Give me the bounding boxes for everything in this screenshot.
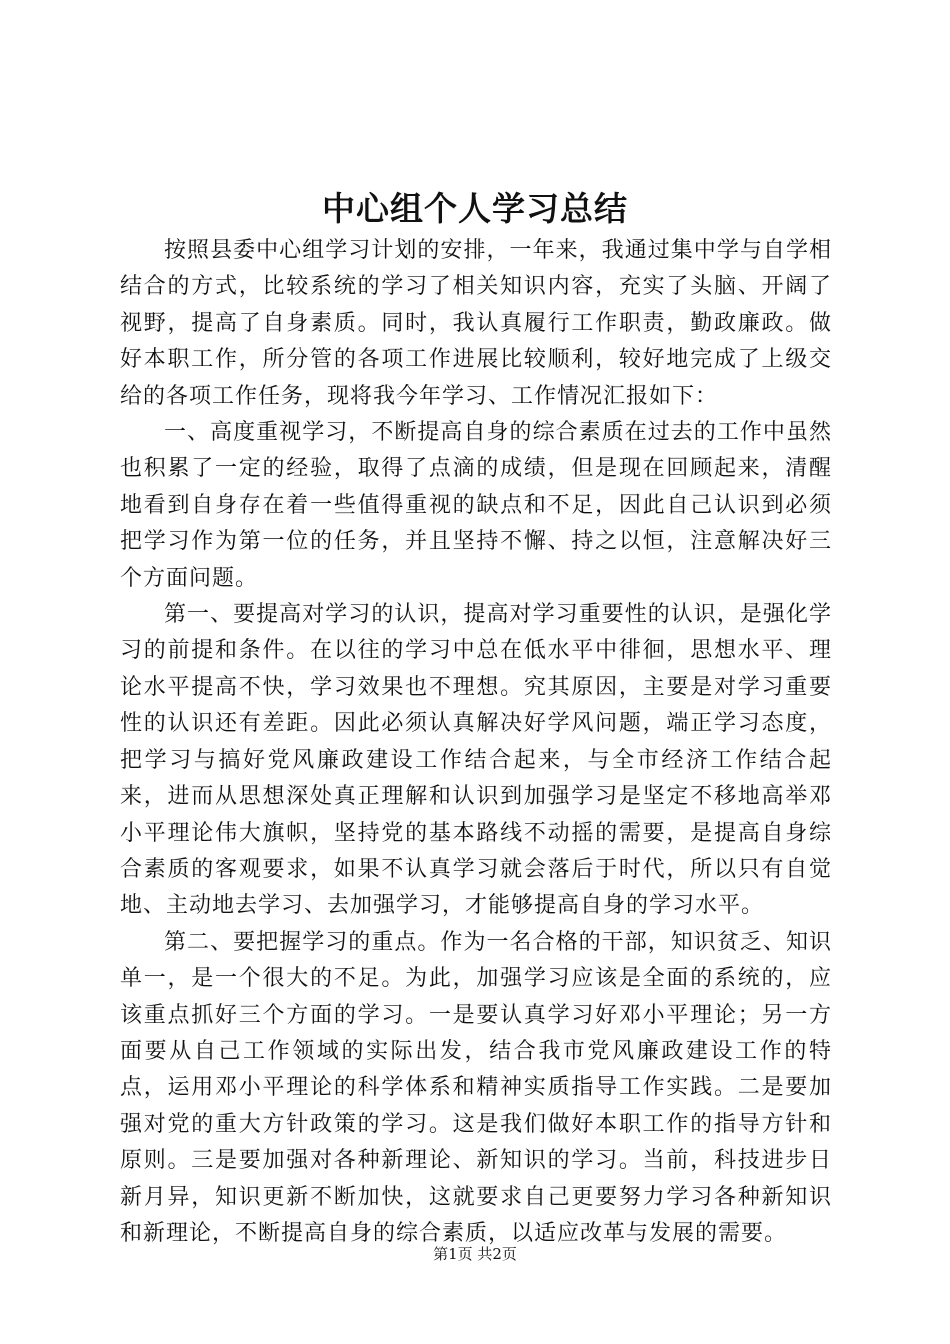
paragraph-intro: 按照县委中心组学习计划的安排，一年来，我通过集中学与自学相结合的方式，比较系统的学习了相关知识内容，充实了头脑、开阔了视野，提高了自身素质。同时，我认真履行工作职责，勤政廉政。做好本职工作，所分管的各项工作进展比较顺利，较好地完成了上级交给的各项工作任务，现将我今年学习、工作情况汇报如下： [120,238,832,409]
document-body [120,233,832,1252]
page-number-current: 第1页 [433,1245,473,1263]
document-title: 中心组个人学习总结 [322,189,628,228]
page-footer [0,1242,950,1266]
paragraph-point-second: 第二、要把握学习的重点。作为一名合格的干部，知识贫乏、知识单一，是一个很大的不足。为此，加强学习应该是全面的系统的，应该重点抓好三个方面的学习。一是要认真学习好邓小平理论；另一方面要从自己工作领域的实际出发，结合我市党风廉政建设工作的特点，运用邓小平理论的科学体系和精神实质指导工作实践。二是要加强对党的重大方针政策的学习。这是我们做好本职工作的指导方针和原则。三是要加强对各种新理论、新知识的学习。当前，科技进步日新月异，知识更新不断加快，这就要求自己更要努力学习各种新知识和新理论，不断提高自身的综合素质，以适应改革与发展的需要。 [120,929,832,1246]
paragraph-section-one: 一、高度重视学习，不断提高自身的综合素质在过去的工作中虽然也积累了一定的经验，取得了点滴的成绩，但是现在回顾起来，清醒地看到自身存在着一些值得重视的缺点和不足，因此自己认识到必须把学习作为第一位的任务，并且坚持不懈、持之以恒，注意解决好三个方面问题。 [120,420,832,591]
page-number-total: 共2页 [477,1245,517,1263]
paragraph-point-first: 第一、要提高对学习的认识，提高对学习重要性的认识，是强化学习的前提和条件。在以往的学习中总在低水平中徘徊，思想水平、理论水平提高不快，学习效果也不理想。究其原因，主要是对学习重要性的认识还有差距。因此必须认真解决好学风问题，端正学习态度，把学习与搞好党风廉政建设工作结合起来，与全市经济工作结合起来，进而从思想深处真正理解和认识到加强学习是坚定不移地高举邓小平理论伟大旗帜，坚持党的基本路线不动摇的需要，是提高自身综合素质的客观要求，如果不认真学习就会落后于时代，所以只有自觉地、主动地去学习、去加强学习，才能够提高自身的学习水平。 [120,602,832,919]
